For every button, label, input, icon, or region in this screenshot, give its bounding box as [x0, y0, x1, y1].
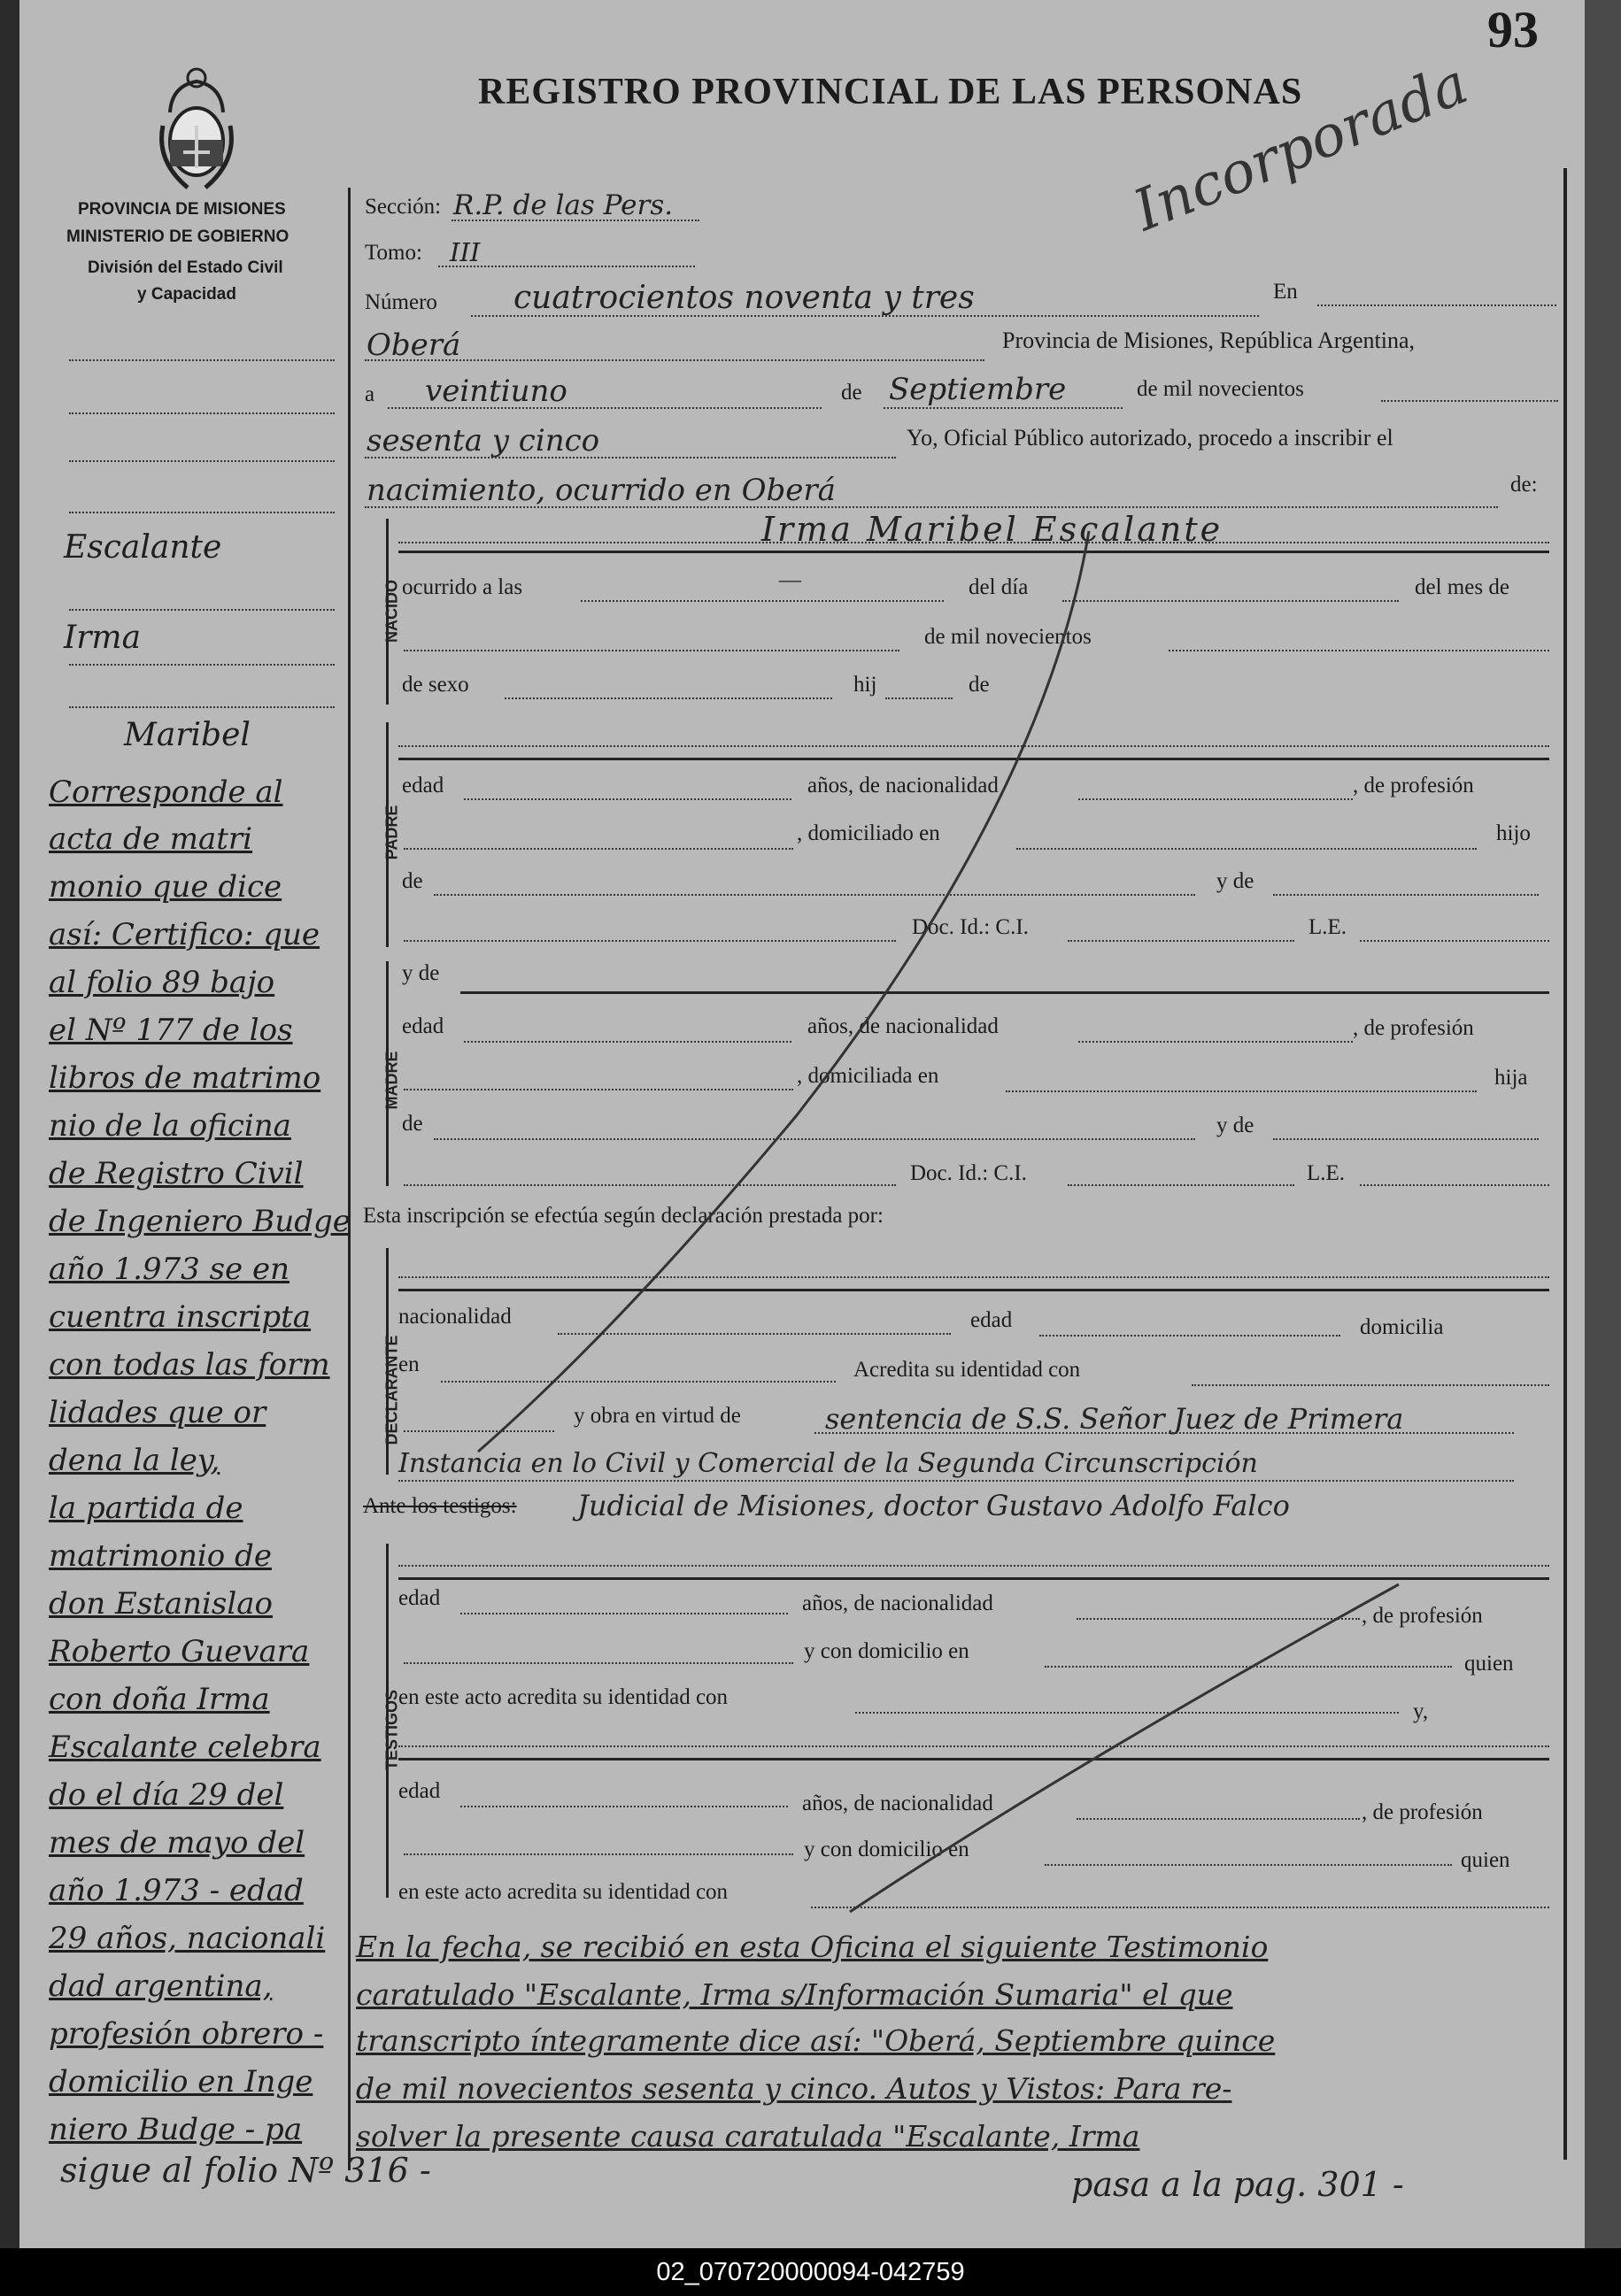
place-value: Oberá [367, 327, 461, 363]
margin-note-line: domicilio en Inge [49, 2064, 313, 2100]
file-id-bar [0, 2248, 1621, 2296]
margin-note-line: libros de matrimo [49, 1060, 321, 1096]
margin-note-line: matrimonio de [49, 1538, 272, 1574]
margin-note-line: dena la ley, [49, 1443, 220, 1478]
margin-note-line: Corresponde al [49, 774, 283, 810]
tomo-value: III [450, 237, 481, 267]
testigos-label: Ante los testigos: [363, 1494, 517, 1518]
de-colon: de: [1510, 473, 1538, 497]
provincia-text: Provincia de Misiones, República Argentina, [1002, 327, 1415, 353]
margin-note-line: 29 años, nacionali [49, 1921, 326, 1956]
declarante-obra-value: sentencia de S.S. Señor Juez de Primera [825, 1402, 1404, 1436]
margin-note-line: el Nº 177 de los [49, 1013, 293, 1048]
seccion-label: Sección: [365, 195, 442, 219]
margin-note-line: de Registro Civil [49, 1156, 304, 1191]
margin-note-line: do el día 29 del [49, 1777, 284, 1813]
tomo-label: Tomo: [365, 241, 422, 265]
margin-note-line: profesión obrero - [49, 2016, 324, 2052]
margin-note-line: año 1.973 se en [49, 1252, 289, 1287]
margin-note-line: mes de mayo del [49, 1825, 305, 1861]
declarante-intro: Esta inscripción se efectúa según declaración prestada por: [363, 1204, 884, 1228]
margin-note-line: Roberto Guevara [49, 1634, 310, 1669]
agency-line-4: y Capacidad [137, 285, 236, 304]
bottom-note-line: En la fecha, se recibió en esta Oficina el siguiente Testimonio [356, 1930, 1269, 1964]
margin-note-line: con todas las form [49, 1347, 330, 1383]
margin-second-name: Maribel [124, 717, 251, 753]
numero-label: Número [365, 290, 437, 314]
testigos-section-label: TESTIGOS [382, 1690, 401, 1771]
child-name: Irma Maribel Escalante [761, 510, 1223, 549]
agency-line-1: PROVINCIA DE MISIONES [78, 200, 286, 219]
declarante-line2: Instancia en lo Civil y Comercial de la Segunda Circunscripción [398, 1448, 1258, 1479]
padre-label: PADRE [382, 805, 401, 860]
page-number: 93 [1487, 1, 1539, 58]
seccion-value: R.P. de las Pers. [453, 189, 674, 221]
bottom-note-line: transcripto íntegramente dice así: "Oberá, Septiembre quince [356, 2023, 1276, 2058]
month-value: Septiembre [889, 372, 1067, 407]
margin-note-line: la partida de [49, 1491, 243, 1526]
year-value: sesenta y cinco [367, 423, 600, 458]
numero-value: cuatrocientos noventa y tres [513, 280, 975, 316]
continuation-note: pasa a la pag. 301 - [1071, 2165, 1404, 2204]
nacido-label: NACIDO [382, 580, 401, 643]
document-title: REGISTRO PROVINCIAL DE LAS PERSONAS [478, 72, 1303, 112]
oficial-text: Yo, Oficial Público autorizado, procedo a inscribir el [907, 425, 1393, 451]
file-id: 02_070720000094-042759 [656, 2258, 965, 2286]
bottom-note-line: caratulado "Escalante, Irma s/Información Sumaria" el que [356, 1977, 1233, 2012]
madre-label: MADRE [382, 1051, 401, 1110]
agency-line-3: División del Estado Civil [88, 258, 283, 277]
margin-note-line: de Ingeniero Budge [49, 1204, 351, 1239]
en-label: En [1273, 280, 1298, 304]
margin-surname: Escalante [64, 529, 222, 566]
bottom-note-line: solver la presente causa caratulada "Escalante, Irma [356, 2119, 1140, 2153]
de-label: de [841, 381, 862, 404]
margin-note-line: Escalante celebra [49, 1730, 321, 1765]
margin-note-line: con doña Irma [49, 1682, 270, 1717]
a-label: a [365, 382, 375, 406]
bottom-note-line: de mil novecientos sesenta y cinco. Autos y Vistos: Para re- [356, 2071, 1232, 2106]
mil-text: de mil novecientos [1137, 377, 1304, 401]
margin-first-name: Irma [64, 620, 142, 656]
incorporada-stamp: Incorporada [1124, 50, 1478, 245]
margin-footer: sigue al folio Nº 316 - [60, 2151, 431, 2190]
margin-note-line: dad argentina, [49, 1969, 273, 2004]
declarante-label: DECLARANTE [382, 1335, 401, 1445]
margin-note-line: monio que dice [49, 869, 282, 905]
event-value: nacimiento, ocurrido en Oberá [367, 473, 836, 508]
margin-note-line: así: Certifico: que [49, 917, 320, 952]
margin-note-line: don Estanislao [49, 1586, 273, 1622]
agency-line-2: MINISTERIO DE GOBIERNO [66, 227, 289, 246]
margin-note-line: cuentra inscripta [49, 1299, 312, 1335]
testigos-value: Judicial de Misiones, doctor Gustavo Adolfo Falco [577, 1489, 1290, 1522]
margin-note-line: nio de la oficina [49, 1108, 291, 1144]
day-value: veintiuno [425, 374, 567, 409]
margin-note-line: niero Budge - pa [49, 2112, 303, 2147]
document-page: 93 PROVINCIA DE MISIONES MINISTERIO DE GOBIERNO División del Estado Civil y Capacidad REGISTRO PROVINCIAL DE LAS PERSONAS Incorporada Escalante Irma Maribel Corresponde al acta de matri monio que dice así: Certifico: que al folio 89 bajo el Nº 177 de los libros de matrimo nio de la oficina de Registro Civil de Ingeniero Budge año 1.973 se en cuentra inscripta con todas las form lidades que or dena la ley, la partida de matrimonio de don Estanislao Roberto Guevara con doña Irma Escalante celebra do el día 29 del mes de mayo del año 1.973 - edad 29 años, nacionali dad argentina, profesión obrero - domicilio en Inge niero Budge - pa sigue al folio Nº 316 - Sección: R.P. de las Pers. Tomo: III Número cuatrocientos noventa y tres En Oberá Provincia de Misiones, República Argentina, a veintiuno de Septiembre de mil novecientos sesenta y cinco Yo, Oficial Público autorizado, procedo a inscribir el nacimiento, ocurrido en Oberá de: NACIDO Irma Maribel Escalante ocurrido a las — del día del mes de de mil novecientos de sexo hij de PADRE edad años, de nacionalidad , de profesión , domiciliado en hijo de y de Doc. Id.: C.I. L.E. MADRE y de edad años, de nacionalidad , de profesión , domiciliada en hija de y de Doc. Id.: C.I. L.E. Esta inscripción se efectúa según declaración prestada por: DECLARANTE nacionalidad edad domicilia en Acredita su identidad con y obra en virtud de sentencia de S.S. Señor Juez de Primera Instancia en lo Civil y Comercial de la Segunda Circunscripción Ante los testigos: Judicial de Misiones, doctor Gustavo Adolfo Falco TESTIGOS edad años, de nacionalidad , de profesión y con domicilio en quien en este acto acredita su identidad con y, edad años, de nacionalidad , de profesión y con domicilio en quien en este acto acredita su identidad con En la fecha, se recibió en esta Oficina el siguiente Testimonio caratulado "Escalante, Irma s/Información Sumaria" el que transcripto íntegramente dice así: "Oberá, Septiembre quince de mil novecientos sesenta y cinco. Autos y Vistos: Para re- solver la presente causa caratulada "Escalante, Irma pasa a la pag. 301 - [0, 0, 1621, 2248]
margin-note-line: lidades que or [49, 1395, 266, 1430]
margin-note-line: al folio 89 bajo [49, 965, 275, 1000]
margin-note-line: acta de matri [49, 821, 253, 857]
margin-note-line: año 1.973 - edad [49, 1873, 304, 1908]
